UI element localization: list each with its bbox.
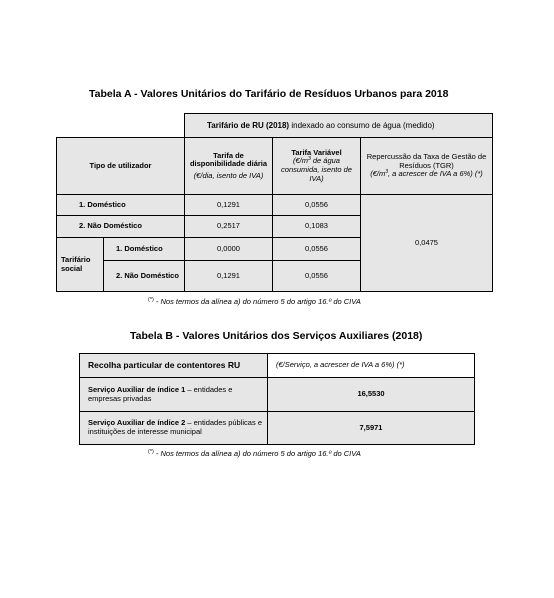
footnote-mark: (*) — [148, 297, 154, 303]
table-a-footnote — [148, 297, 361, 306]
service-1-label-rest: – entidades e empresas privadas — [88, 384, 233, 403]
row-label-nondomestic: 2. Não Doméstico — [57, 216, 185, 238]
cell-fixed-nondomestic: 0,2517 — [185, 216, 273, 238]
social-row-label-nondomestic: 2. Não Doméstico — [104, 261, 185, 292]
service-1-label-bold: Serviço Auxiliar de índice 1 — [88, 384, 186, 394]
cell-variable-domestic: 0,0556 — [273, 195, 361, 216]
table-b-title: Tabela B - Valores Unitários dos Serviços Auxiliares (2018) — [130, 330, 423, 342]
tgr-header — [361, 138, 493, 195]
tariff-header — [185, 114, 493, 138]
table-b-header-label: Recolha particular de contentores RU — [80, 354, 268, 378]
fixed-tariff-header — [185, 138, 273, 195]
footnote-mark: (*) — [148, 449, 154, 455]
social-row-label-domestic: 1. Doméstico — [104, 238, 185, 261]
service-1-value: 16,5530 — [268, 378, 475, 412]
social-cell-fixed-nondomestic: 0,1291 — [185, 261, 273, 292]
tgr-unit: ($€/m^3$, a acrescer de IVA a 6%) (*) — [370, 169, 483, 179]
table-b — [79, 353, 475, 445]
footnote-text: - Nos termos da alínea a) do número 5 do artigo 16.º do CIVA — [153, 297, 361, 306]
tgr-value: 0,0475 — [361, 195, 493, 292]
service-2-label-rest: – entidades públicas e instituições de interesse municipal — [88, 418, 262, 436]
social-tariff-label: Tarifário social — [57, 238, 104, 292]
tariff-header-rest: indexado ao consumo de água (medido) — [291, 120, 435, 130]
social-cell-variable-nondomestic: 0,0556 — [273, 261, 361, 292]
user-type-header: Tipo de utilizador — [57, 138, 185, 195]
tariff-header-bold: Tarifário de RU (2018) — [207, 120, 290, 130]
service-2-value: 7,5971 — [268, 412, 475, 445]
footnote-text: - Nos termos da alínea a) do número 5 do artigo 16.º do CIVA — [153, 449, 361, 458]
fixed-tariff-unit: (€/dia, isento de IVA) — [193, 170, 264, 180]
variable-tariff-unit: ($€/m^3$ de água consumida, isento de IVA) — [281, 156, 352, 183]
service-1-label — [80, 378, 268, 412]
table-b-footnote — [148, 449, 361, 458]
service-2-label — [80, 412, 268, 445]
table-a — [56, 113, 493, 292]
tgr-title: Repercussão da Taxa de Gestão de Resíduos (TGR) — [366, 152, 487, 170]
social-cell-variable-domestic: 0,0556 — [273, 238, 361, 261]
social-cell-fixed-domestic: 0,0000 — [185, 238, 273, 261]
service-2-label-bold: Serviço Auxiliar de índice 2 — [88, 418, 186, 428]
table-b-header-unit: (€/Serviço, a acrescer de IVA a 6%) (*) — [268, 354, 475, 378]
table-a-title: Tabela A - Valores Unitários do Tarifário de Resíduos Urbanos para 2018 — [89, 88, 449, 100]
fixed-tariff-title: Tarifa de disponibilidade diária — [189, 150, 268, 169]
row-label-domestic: 1. Doméstico — [57, 195, 185, 216]
variable-tariff-header — [273, 138, 361, 195]
variable-tariff-title: Tarifa Variável — [291, 147, 342, 157]
cell-variable-nondomestic: 0,1083 — [273, 216, 361, 238]
cell-fixed-domestic: 0,1291 — [185, 195, 273, 216]
